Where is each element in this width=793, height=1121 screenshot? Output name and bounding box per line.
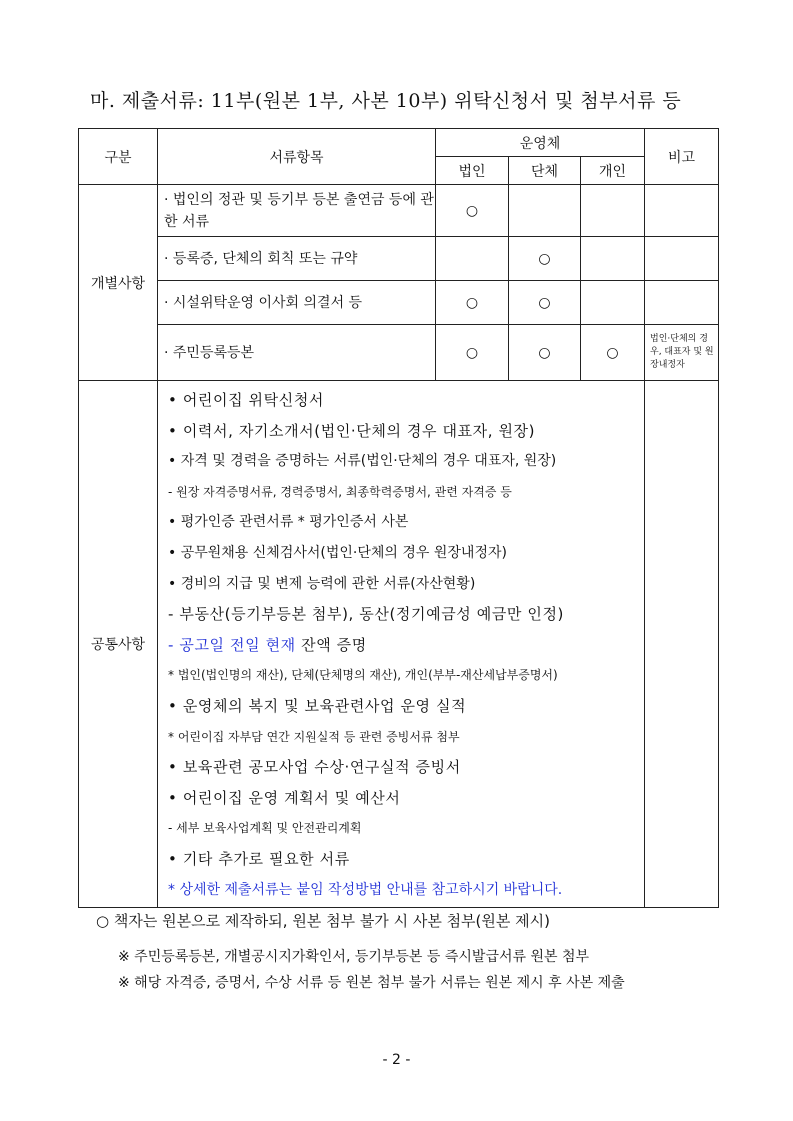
- row-remark: [645, 281, 719, 325]
- list-item: • 보육관련 공모사업 수상·연구실적 증빙서: [168, 758, 461, 777]
- common-documents-list: [158, 381, 645, 908]
- header-group: 단체: [509, 157, 581, 185]
- list-item: • 어린이집 위탁신청서: [168, 391, 324, 409]
- row-remark: [645, 237, 719, 281]
- row-group-mark: ○: [509, 237, 581, 281]
- common-section-label: 공통사항: [79, 381, 158, 908]
- row-corp-mark: ○: [436, 281, 509, 325]
- row-indiv-mark: [581, 281, 645, 325]
- list-item: • 자격 및 경력을 증명하는 서류(법인·단체의 경우 대표자, 원장): [168, 453, 557, 470]
- row-remark: 법인·단체의 경우, 대표자 및 원장내정자: [645, 325, 719, 381]
- table-row: [79, 381, 719, 908]
- list-item: • 어린이집 운영 계획서 및 예산서: [168, 788, 401, 807]
- table-row: [79, 237, 719, 281]
- individual-section-label: 개별사항: [79, 185, 158, 381]
- header-corporation: 법인: [436, 157, 509, 185]
- list-item-rest: 잔액 증명: [295, 635, 367, 654]
- header-operator: 운영체: [436, 129, 645, 157]
- list-item: [168, 630, 636, 661]
- sub-note-1: ※ 주민등록등본, 개별공시지가확인서, 등기부등본 등 즉시발급서류 원본 첨부: [118, 949, 590, 965]
- row-item-text: · 주민등록등본: [158, 325, 436, 381]
- row-indiv-mark: [581, 237, 645, 281]
- row-item-text: · 시설위탁운영 이사회 의결서 등: [158, 281, 436, 325]
- list-item: • 운영체의 복지 및 보육관련사업 운영 실적: [168, 696, 467, 715]
- main-note: ○ 책자는 원본으로 제작하되, 원본 첨부 불가 시 사본 첨부(원본 제시): [96, 912, 550, 930]
- row-remark: [645, 185, 719, 237]
- row-corp-mark: ○: [436, 325, 509, 381]
- sub-note-2: ※ 해당 자격증, 증명서, 수상 서류 등 원본 첨부 불가 서류는 원본 제시 후 사본 제출: [118, 975, 625, 991]
- section-heading: 마. 제출서류: 11부(원본 1부, 사본 10부) 위탁신청서 및 첨부서류 등: [90, 90, 682, 112]
- row-corp-mark: [436, 237, 509, 281]
- page-number: - 2 -: [382, 1052, 411, 1068]
- row-group-mark: ○: [509, 281, 581, 325]
- list-item: • 공무원채용 신체검사서(법인·단체의 경우 원장내정자): [168, 544, 507, 561]
- list-item: * 상세한 제출서류는 붙임 작성방법 안내를 참고하시기 바랍니다.: [168, 881, 563, 898]
- row-indiv-mark: ○: [581, 325, 645, 381]
- header-category: 구분: [79, 129, 158, 185]
- header-individual: 개인: [581, 157, 645, 185]
- row-group-mark: [509, 185, 581, 237]
- highlight-text: - 공고일 전일 현재: [168, 635, 296, 654]
- list-item: * 법인(법인명의 재산), 단체(단체명의 재산), 개인(부부-재산세납부증명서): [168, 668, 558, 683]
- row-group-mark: ○: [509, 325, 581, 381]
- row-corp-mark: ○: [436, 185, 509, 237]
- list-item: • 기타 추가로 필요한 서류: [168, 849, 350, 868]
- list-item: - 세부 보육사업계획 및 안전관리계획: [168, 821, 362, 836]
- row-item-text: · 등록증, 단체의 회칙 또는 규약: [158, 237, 436, 281]
- table-row: [79, 185, 719, 237]
- list-item: * 어린이집 자부담 연간 지원실적 등 관련 증빙서류 첨부: [168, 729, 460, 744]
- common-remark: [645, 381, 719, 908]
- list-item: - 원장 자격증명서류, 경력증명서, 최종학력증명서, 관련 자격증 등: [168, 484, 512, 499]
- list-item: • 이력서, 자기소개서(법인·단체의 경우 대표자, 원장): [168, 421, 536, 440]
- row-indiv-mark: [581, 185, 645, 237]
- header-items: 서류항목: [158, 129, 436, 185]
- table-row: [79, 281, 719, 325]
- row-item-text: · 법인의 정관 및 등기부 등본 출연금 등에 관한 서류: [158, 185, 436, 237]
- header-remarks: 비고: [645, 129, 719, 185]
- list-item: - 부동산(등기부등본 첨부), 동산(정기예금성 예금만 인정): [168, 605, 565, 624]
- list-item: • 평가인증 관련서류 * 평가인증서 사본: [168, 514, 409, 531]
- documents-table: [78, 128, 719, 908]
- table-row: [79, 325, 719, 381]
- list-item: • 경비의 지급 및 변제 능력에 관한 서류(자산현황): [168, 575, 476, 592]
